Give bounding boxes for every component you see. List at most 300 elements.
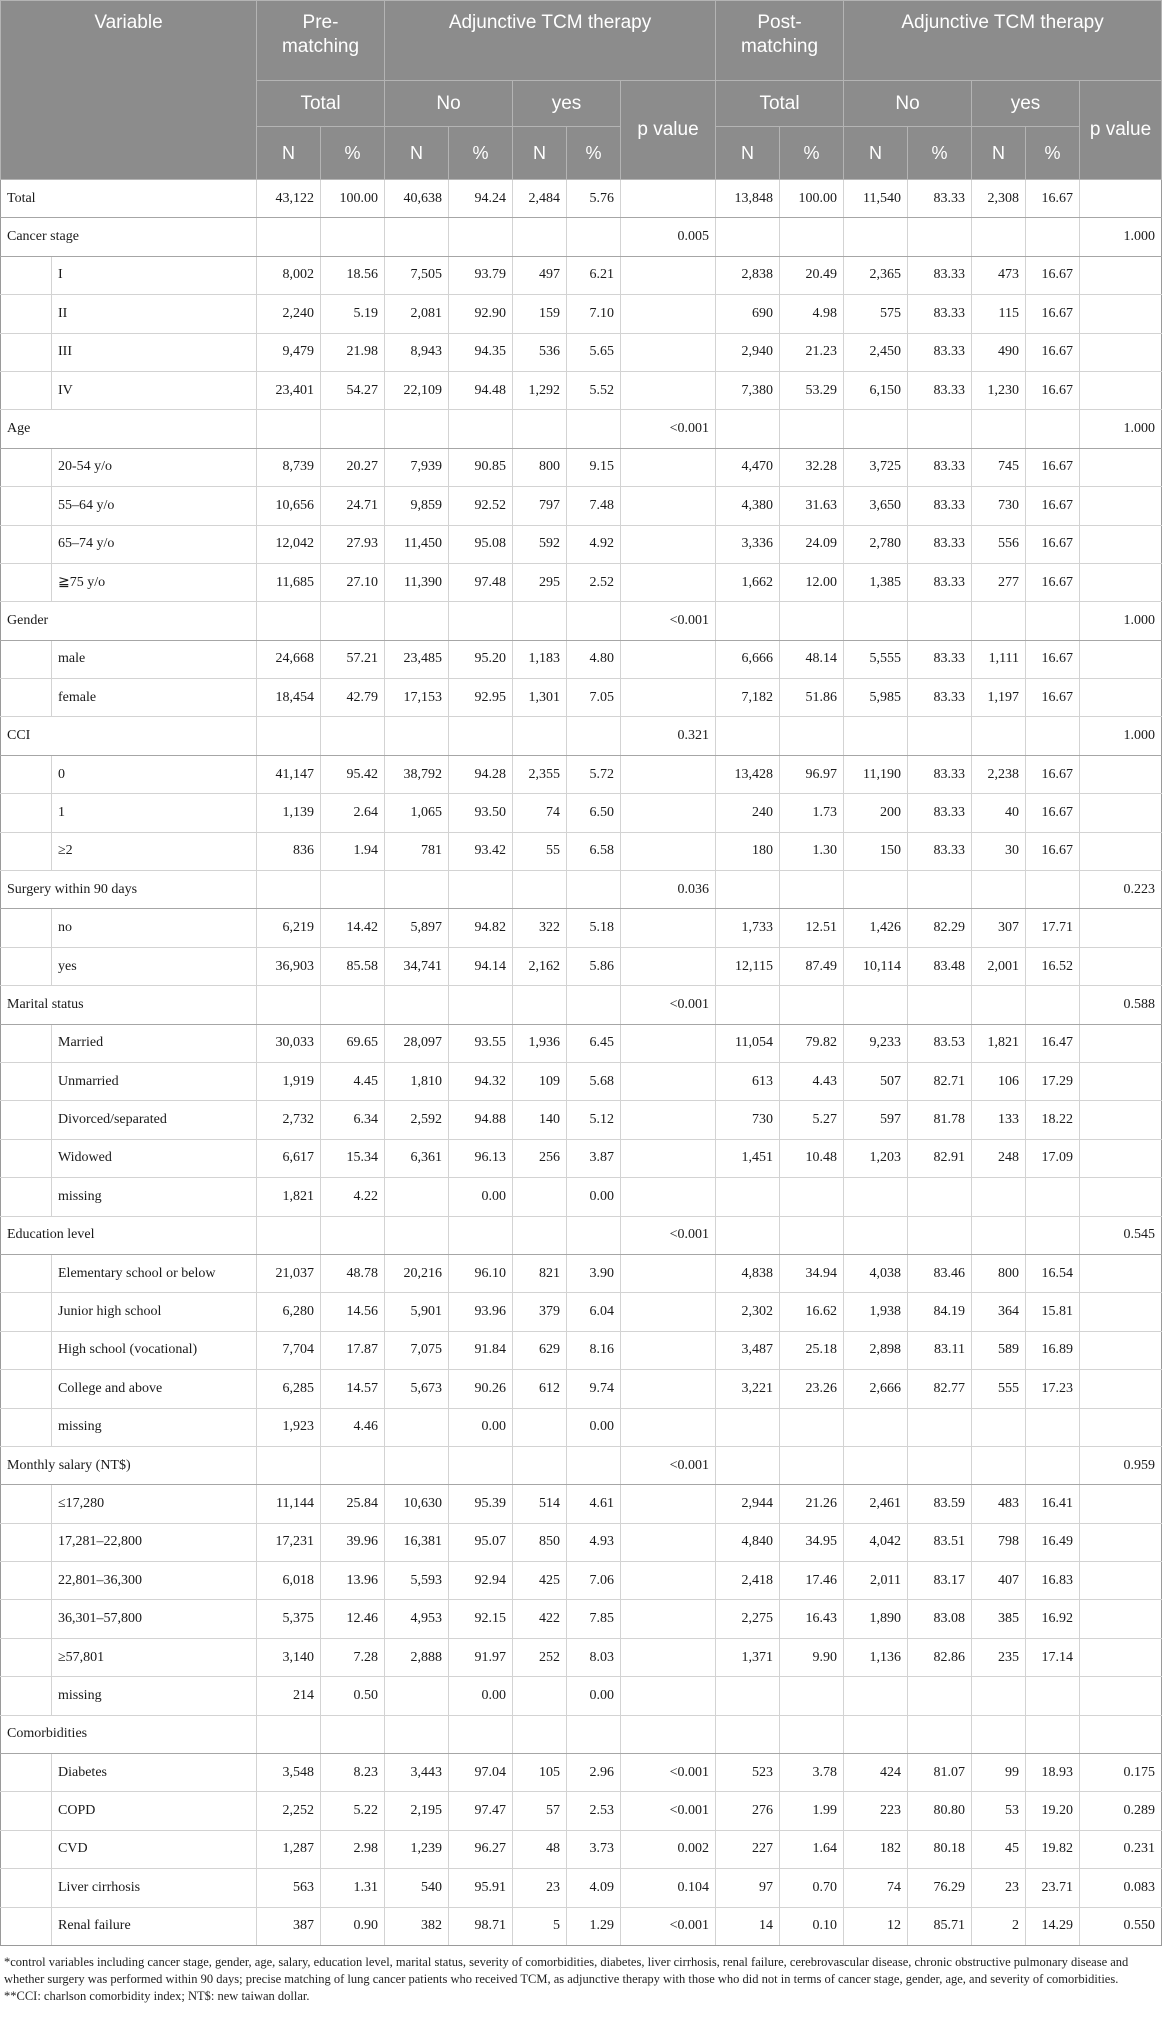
table-cell [972, 1446, 1026, 1484]
table-cell: 5.68 [567, 1062, 621, 1100]
table-cell: 83.33 [908, 448, 972, 486]
table-cell: 6.58 [567, 832, 621, 870]
table-cell [972, 410, 1026, 448]
table-cell: 2,940 [716, 333, 780, 371]
table-cell: 781 [385, 832, 449, 870]
table-cell: 2,252 [257, 1792, 321, 1830]
subcategory-label: ≧75 y/o [52, 563, 257, 601]
table-row [1, 410, 1162, 448]
table-cell [780, 602, 844, 640]
table-row [1, 487, 1162, 525]
table-cell: 4,380 [716, 487, 780, 525]
table-body [1, 180, 1162, 1946]
table-row [1, 1600, 1162, 1638]
table-cell: 95.07 [449, 1523, 513, 1561]
table-cell: 69.65 [321, 1024, 385, 1062]
subcategory-label: 55–64 y/o [52, 487, 257, 525]
table-cell: 322 [513, 909, 567, 947]
subcategory-label: 36,301–57,800 [52, 1600, 257, 1638]
table-cell: 20.27 [321, 448, 385, 486]
table-cell [1080, 679, 1162, 717]
table-cell: 13,428 [716, 755, 780, 793]
table-cell: 0.002 [621, 1830, 716, 1868]
table-cell [908, 986, 972, 1024]
table-cell [780, 986, 844, 1024]
table-cell: 82.91 [908, 1139, 972, 1177]
table-cell [385, 1216, 449, 1254]
table-cell [567, 218, 621, 256]
table-cell: 16.43 [780, 1600, 844, 1638]
table-cell: 95.39 [449, 1485, 513, 1523]
table-cell [621, 1485, 716, 1523]
table-cell [972, 218, 1026, 256]
table-cell [1080, 1139, 1162, 1177]
table-cell [385, 1446, 449, 1484]
table-cell: 1,292 [513, 371, 567, 409]
table-cell: 16.67 [1026, 295, 1080, 333]
table-cell [1080, 1062, 1162, 1100]
table-cell: 1.000 [1080, 410, 1162, 448]
table-cell: 16.67 [1026, 640, 1080, 678]
table-cell: 16.67 [1026, 487, 1080, 525]
table-cell: 2,195 [385, 1792, 449, 1830]
table-row [1, 1523, 1162, 1561]
subcategory-label: Junior high school [52, 1293, 257, 1331]
indent-cell [1, 909, 52, 947]
table-cell [385, 986, 449, 1024]
table-cell: 1,936 [513, 1024, 567, 1062]
table-cell [513, 986, 567, 1024]
indent-cell [1, 640, 52, 678]
table-cell: 53 [972, 1792, 1026, 1830]
table-cell: 4,042 [844, 1523, 908, 1561]
table-cell: 17.46 [780, 1562, 844, 1600]
header-sub-pct: % [449, 127, 513, 180]
table-cell: 797 [513, 487, 567, 525]
table-cell: 25.84 [321, 1485, 385, 1523]
table-cell: 4.45 [321, 1062, 385, 1100]
table-cell: 93.55 [449, 1024, 513, 1062]
table-cell: <0.001 [621, 1446, 716, 1484]
table-cell: 2,081 [385, 295, 449, 333]
table-cell: 106 [972, 1062, 1026, 1100]
table-cell: 38,792 [385, 755, 449, 793]
table-cell [780, 410, 844, 448]
table-cell: 200 [844, 794, 908, 832]
table-cell: 575 [844, 295, 908, 333]
table-cell: 6.04 [567, 1293, 621, 1331]
table-cell: 2.64 [321, 794, 385, 832]
table-row [1, 909, 1162, 947]
table-cell: 182 [844, 1830, 908, 1868]
table-cell: 2,418 [716, 1562, 780, 1600]
table-cell: 16.67 [1026, 794, 1080, 832]
table-cell: 523 [716, 1754, 780, 1792]
subcategory-label: Liver cirrhosis [52, 1869, 257, 1907]
table-cell: 555 [972, 1370, 1026, 1408]
table-cell: 81.07 [908, 1754, 972, 1792]
table-cell: 20.49 [780, 256, 844, 294]
table-cell [567, 1216, 621, 1254]
category-label: Total [1, 180, 257, 218]
header-sub-n: N [716, 127, 780, 180]
table-cell [716, 1408, 780, 1446]
footnotes [0, 1954, 1145, 2005]
table-row [1, 1754, 1162, 1792]
table-cell [513, 1408, 567, 1446]
table-cell [972, 1216, 1026, 1254]
table-cell: 14.29 [1026, 1907, 1080, 1945]
table-cell [257, 871, 321, 909]
table-cell: 17.29 [1026, 1062, 1080, 1100]
table-cell: 0.104 [621, 1869, 716, 1907]
table-cell [908, 1216, 972, 1254]
table-cell [716, 1677, 780, 1715]
indent-cell [1, 563, 52, 601]
table-header [1, 1, 1162, 180]
table-cell [844, 1178, 908, 1216]
table-cell [621, 1562, 716, 1600]
table-cell [716, 1216, 780, 1254]
table-cell [972, 1677, 1026, 1715]
table-cell: 514 [513, 1485, 567, 1523]
table-row [1, 563, 1162, 601]
table-cell: 16.41 [1026, 1485, 1080, 1523]
table-cell: 100.00 [321, 180, 385, 218]
header-variable: Variable [1, 1, 257, 180]
table-cell: 16.67 [1026, 832, 1080, 870]
subcategory-label: male [52, 640, 257, 678]
table-cell: 83.08 [908, 1600, 972, 1638]
table-cell: 7,704 [257, 1331, 321, 1369]
header-sub-pct: % [908, 127, 972, 180]
table-cell: 83.33 [908, 640, 972, 678]
table-cell [449, 986, 513, 1024]
table-cell [321, 218, 385, 256]
subcategory-label: IV [52, 371, 257, 409]
table-cell [449, 871, 513, 909]
table-cell: 3.78 [780, 1754, 844, 1792]
subcategory-label: female [52, 679, 257, 717]
category-label: Surgery within 90 days [1, 871, 257, 909]
table-cell: 140 [513, 1101, 567, 1139]
table-cell: 10.48 [780, 1139, 844, 1177]
table-cell: 5.72 [567, 755, 621, 793]
table-cell: <0.001 [621, 986, 716, 1024]
table-cell: 1,426 [844, 909, 908, 947]
table-cell [321, 602, 385, 640]
table-cell: 30 [972, 832, 1026, 870]
table-cell: 16.67 [1026, 755, 1080, 793]
table-cell [844, 410, 908, 448]
table-cell: 1.000 [1080, 602, 1162, 640]
table-cell: 74 [844, 1869, 908, 1907]
table-cell [1080, 947, 1162, 985]
table-cell [321, 1446, 385, 1484]
table-cell: 12,042 [257, 525, 321, 563]
table-row [1, 871, 1162, 909]
table-cell: 30,033 [257, 1024, 321, 1062]
table-cell [716, 410, 780, 448]
indent-cell [1, 333, 52, 371]
table-row [1, 1715, 1162, 1753]
table-cell: 19.20 [1026, 1792, 1080, 1830]
indent-cell [1, 1331, 52, 1369]
table-cell: 97.48 [449, 563, 513, 601]
table-cell: 1.000 [1080, 218, 1162, 256]
table-cell: 40 [972, 794, 1026, 832]
table-cell [1080, 180, 1162, 218]
table-cell [621, 1638, 716, 1676]
table-cell: 34.94 [780, 1254, 844, 1292]
category-label: Education level [1, 1216, 257, 1254]
table-cell: 18.93 [1026, 1754, 1080, 1792]
subcategory-label: ≥2 [52, 832, 257, 870]
table-cell: 4,038 [844, 1254, 908, 1292]
table-cell: 2,450 [844, 333, 908, 371]
table-cell: 12.46 [321, 1600, 385, 1638]
table-cell [1026, 1715, 1080, 1753]
table-cell: 252 [513, 1638, 567, 1676]
table-row [1, 986, 1162, 1024]
table-cell: 4,470 [716, 448, 780, 486]
table-cell: 6.50 [567, 794, 621, 832]
table-cell: 4.09 [567, 1869, 621, 1907]
table-cell: 9.74 [567, 1370, 621, 1408]
indent-cell [1, 448, 52, 486]
table-cell: 93.50 [449, 794, 513, 832]
table-cell: 556 [972, 525, 1026, 563]
table-cell: 2,461 [844, 1485, 908, 1523]
table-cell [257, 1446, 321, 1484]
table-cell: 83.11 [908, 1331, 972, 1369]
table-row [1, 1024, 1162, 1062]
table-cell: 1.94 [321, 832, 385, 870]
table-cell: 9,859 [385, 487, 449, 525]
table-cell [1026, 602, 1080, 640]
table-cell: 0.00 [449, 1677, 513, 1715]
table-cell [1080, 1408, 1162, 1446]
table-cell: 424 [844, 1754, 908, 1792]
category-label: Gender [1, 602, 257, 640]
table-cell: 11,390 [385, 563, 449, 601]
table-cell: 3.73 [567, 1830, 621, 1868]
table-cell: 48 [513, 1830, 567, 1868]
table-cell [908, 1677, 972, 1715]
table-cell: 385 [972, 1600, 1026, 1638]
table-cell: 3,221 [716, 1370, 780, 1408]
table-row [1, 1370, 1162, 1408]
table-cell [716, 218, 780, 256]
table-cell: 0.545 [1080, 1216, 1162, 1254]
table-cell [1080, 1523, 1162, 1561]
table-cell: 16.92 [1026, 1600, 1080, 1638]
table-row [1, 1101, 1162, 1139]
indent-cell [1, 256, 52, 294]
table-row [1, 371, 1162, 409]
table-cell: 23,401 [257, 371, 321, 409]
table-cell: 1,662 [716, 563, 780, 601]
table-cell: 16.67 [1026, 525, 1080, 563]
table-cell: 94.88 [449, 1101, 513, 1139]
table-row [1, 1907, 1162, 1945]
table-cell: 82.29 [908, 909, 972, 947]
table-cell: 2,162 [513, 947, 567, 985]
table-cell: <0.001 [621, 1792, 716, 1830]
table-cell: 9.90 [780, 1638, 844, 1676]
table-cell: 2,355 [513, 755, 567, 793]
table-cell: 2,592 [385, 1101, 449, 1139]
table-cell [780, 871, 844, 909]
table-cell: 1,371 [716, 1638, 780, 1676]
table-cell: 14.42 [321, 909, 385, 947]
header-adjunctive-pre: Adjunctive TCM therapy [385, 1, 716, 81]
table-cell [1026, 717, 1080, 755]
table-cell: 3,443 [385, 1754, 449, 1792]
table-cell: 83.46 [908, 1254, 972, 1292]
table-row [1, 1293, 1162, 1331]
table-cell: 96.13 [449, 1139, 513, 1177]
table-cell: 1,230 [972, 371, 1026, 409]
table-cell: 17.14 [1026, 1638, 1080, 1676]
table-cell: 1,821 [257, 1178, 321, 1216]
table-cell [1026, 1178, 1080, 1216]
table-cell: 93.42 [449, 832, 513, 870]
table-cell [1080, 1024, 1162, 1062]
indent-cell [1, 755, 52, 793]
table-cell [844, 717, 908, 755]
table-cell [385, 1178, 449, 1216]
table-cell: 84.19 [908, 1293, 972, 1331]
table-cell [257, 1216, 321, 1254]
table-cell: <0.001 [621, 1907, 716, 1945]
table-cell [716, 986, 780, 1024]
subcategory-label: ≥57,801 [52, 1638, 257, 1676]
table-cell [449, 410, 513, 448]
table-cell: 6,150 [844, 371, 908, 409]
table-cell: 1.73 [780, 794, 844, 832]
table-cell: 1,923 [257, 1408, 321, 1446]
table-cell [567, 871, 621, 909]
indent-cell [1, 1869, 52, 1907]
table-cell: 382 [385, 1907, 449, 1945]
table-cell: 1,385 [844, 563, 908, 601]
table-cell: 43,122 [257, 180, 321, 218]
table-cell [1080, 1178, 1162, 1216]
table-cell: 80.80 [908, 1792, 972, 1830]
table-cell [257, 1715, 321, 1753]
table-cell: 91.84 [449, 1331, 513, 1369]
table-cell: 96.10 [449, 1254, 513, 1292]
table-row [1, 640, 1162, 678]
table-cell: 3.90 [567, 1254, 621, 1292]
table-cell [513, 1677, 567, 1715]
table-cell: 2.98 [321, 1830, 385, 1868]
table-cell: 94.48 [449, 371, 513, 409]
table-cell: 94.14 [449, 947, 513, 985]
table-row [1, 1254, 1162, 1292]
table-cell: 3,725 [844, 448, 908, 486]
table-cell: 1,203 [844, 1139, 908, 1177]
table-cell: 800 [972, 1254, 1026, 1292]
table-cell [321, 410, 385, 448]
table-cell [621, 1715, 716, 1753]
table-cell [513, 218, 567, 256]
table-cell: 92.90 [449, 295, 513, 333]
table-row [1, 832, 1162, 870]
table-cell: 83.17 [908, 1562, 972, 1600]
table-cell: 4.98 [780, 295, 844, 333]
table-cell [513, 1715, 567, 1753]
table-row [1, 256, 1162, 294]
table-cell: 0.00 [567, 1178, 621, 1216]
table-cell [1026, 218, 1080, 256]
table-row [1, 218, 1162, 256]
subcategory-label: Renal failure [52, 1907, 257, 1945]
table-cell: 730 [716, 1101, 780, 1139]
table-cell: 16.52 [1026, 947, 1080, 985]
header-sub-n: N [972, 127, 1026, 180]
table-cell: 0.00 [449, 1178, 513, 1216]
table-cell: 17.71 [1026, 909, 1080, 947]
table-cell: 82.77 [908, 1370, 972, 1408]
subcategory-label: Diabetes [52, 1754, 257, 1792]
indent-cell [1, 1754, 52, 1792]
table-cell [780, 1677, 844, 1715]
table-cell: <0.001 [621, 1754, 716, 1792]
header-sub-n: N [844, 127, 908, 180]
category-label: Cancer stage [1, 218, 257, 256]
table-cell: 425 [513, 1562, 567, 1600]
table-cell [844, 1216, 908, 1254]
table-row [1, 794, 1162, 832]
header-total-post: Total [716, 81, 844, 127]
table-cell: 16.67 [1026, 371, 1080, 409]
table-cell [1026, 1677, 1080, 1715]
table-cell [621, 487, 716, 525]
table-cell: 82.71 [908, 1062, 972, 1100]
table-cell [621, 448, 716, 486]
table-cell: 16.89 [1026, 1331, 1080, 1369]
table-cell [844, 602, 908, 640]
table-cell: 51.86 [780, 679, 844, 717]
table-cell: 57 [513, 1792, 567, 1830]
table-cell: 2,838 [716, 256, 780, 294]
table-cell: 1,810 [385, 1062, 449, 1100]
subcategory-label: missing [52, 1408, 257, 1446]
table-cell: 76.29 [908, 1869, 972, 1907]
table-cell: 223 [844, 1792, 908, 1830]
table-cell: 99 [972, 1754, 1026, 1792]
table-cell: 1,451 [716, 1139, 780, 1177]
indent-cell [1, 1523, 52, 1561]
table-cell [972, 602, 1026, 640]
table-cell: 24.71 [321, 487, 385, 525]
table-cell [621, 1408, 716, 1446]
table-cell: 597 [844, 1101, 908, 1139]
table-cell [908, 1715, 972, 1753]
table-cell: 2,238 [972, 755, 1026, 793]
indent-cell [1, 1254, 52, 1292]
table-cell: 36,903 [257, 947, 321, 985]
table-cell: 14.56 [321, 1293, 385, 1331]
table-cell: 0.10 [780, 1907, 844, 1945]
subcategory-label: 20-54 y/o [52, 448, 257, 486]
table-cell: 83.33 [908, 333, 972, 371]
table-cell: 95.42 [321, 755, 385, 793]
table-row [1, 525, 1162, 563]
table-cell: 6,361 [385, 1139, 449, 1177]
